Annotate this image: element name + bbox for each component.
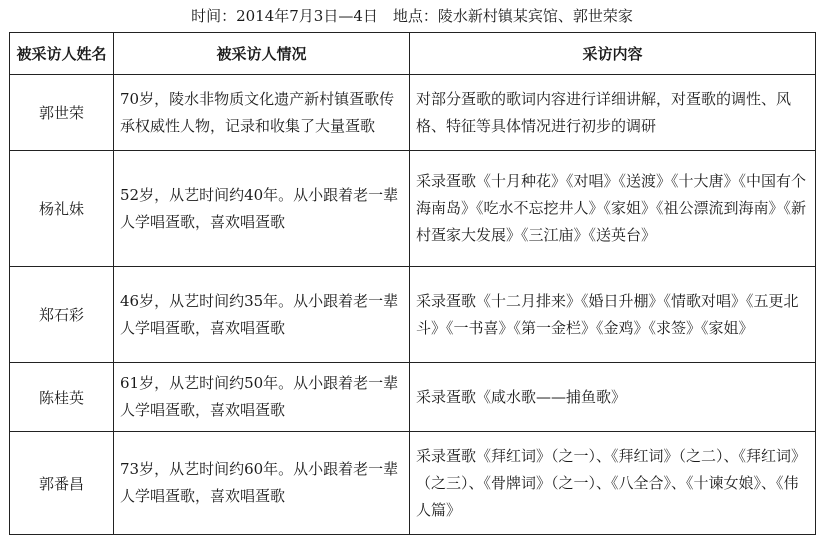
interview-table bbox=[9, 32, 816, 535]
interview-content-cell: 对部分疍歌的歌词内容进行详细讲解，对疍歌的调性、风格、特征等具体情况进行初步的调研 bbox=[410, 75, 816, 151]
interview-content-cell: 采录疍歌《十二月排来》《婚日升棚》《情歌对唱》《五更北斗》《一书喜》《第一金栏》《金鸡》《求签》《家姐》 bbox=[410, 267, 816, 363]
table-body bbox=[10, 75, 816, 535]
interviewee-name-cell: 陈桂英 bbox=[10, 363, 114, 432]
table-header bbox=[10, 33, 816, 75]
table-row bbox=[10, 75, 816, 151]
interviewee-name-cell: 郑石彩 bbox=[10, 267, 114, 363]
table-row bbox=[10, 151, 816, 267]
table-row bbox=[10, 363, 816, 432]
interview-content-cell: 采录疍歌《十月种花》《对唱》《送渡》《十大唐》《中国有个海南岛》《吃水不忘挖井人》《家姐》《祖公漂流到海南》《新村疍家大发展》《三江庙》《送英台》 bbox=[410, 151, 816, 267]
interviewee-info-cell: 73岁，从艺时间约60年。从小跟着老一辈人学唱疍歌，喜欢唱疍歌 bbox=[114, 432, 410, 535]
interviewee-info-cell: 70岁，陵水非物质文化遗产新村镇疍歌传承权威性人物，记录和收集了大量疍歌 bbox=[114, 75, 410, 151]
table-row bbox=[10, 432, 816, 535]
header-row bbox=[10, 33, 816, 75]
header-interview-content: 采访内容 bbox=[410, 33, 816, 75]
interviewee-name-cell: 杨礼妹 bbox=[10, 151, 114, 267]
interviewee-info-cell: 61岁，从艺时间约50年。从小跟着老一辈人学唱疍歌，喜欢唱疍歌 bbox=[114, 363, 410, 432]
document-caption: 时间：2014年7月3日—4日 地点：陵水新村镇某宾馆、郭世荣家 bbox=[191, 7, 633, 25]
table-row bbox=[10, 267, 816, 363]
interviewee-info-cell: 52岁，从艺时间约40年。从小跟着老一辈人学唱疍歌，喜欢唱疍歌 bbox=[114, 151, 410, 267]
interview-content-cell: 采录疍歌《拜红词》（之一）、《拜红词》（之二）、《拜红词》（之三）、《骨牌词》（之一）、《八全合》、《十谏女娘》、《伟人篇》 bbox=[410, 432, 816, 535]
interview-content-cell: 采录疍歌《咸水歌——捕鱼歌》 bbox=[410, 363, 816, 432]
header-interviewee-info: 被采访人情况 bbox=[114, 33, 410, 75]
interviewee-name-cell: 郭世荣 bbox=[10, 75, 114, 151]
interviewee-name-cell: 郭番昌 bbox=[10, 432, 114, 535]
header-interviewee-name: 被采访人姓名 bbox=[10, 33, 114, 75]
interviewee-info-cell: 46岁，从艺时间约35年。从小跟着老一辈人学唱疍歌，喜欢唱疍歌 bbox=[114, 267, 410, 363]
